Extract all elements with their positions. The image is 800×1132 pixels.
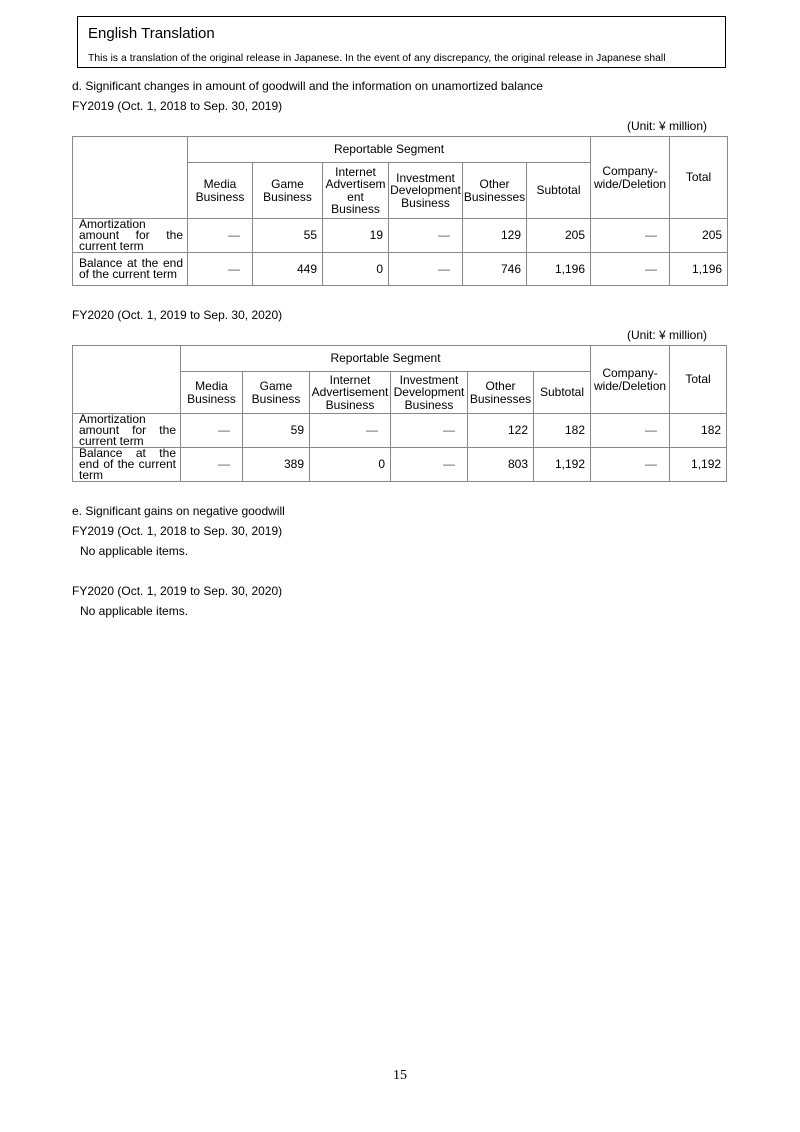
banner-note: This is a translation of the original release in Japanese. In the event of any discrepancy, the original release in Japanese shall — [88, 53, 666, 64]
page-number: 15 — [393, 1068, 407, 1083]
cell-total: 1,196 — [670, 253, 728, 286]
header-subtotal: Subtotal — [534, 372, 591, 414]
cell-internet: 19 — [323, 219, 389, 253]
cell-company: — — [591, 219, 670, 253]
cell-company: — — [591, 253, 670, 286]
cell-company: — — [591, 414, 670, 448]
cell-media: — — [181, 448, 243, 482]
cell-other: 746 — [463, 253, 527, 286]
fy2020-unit: (Unit: ¥ million) — [627, 328, 708, 342]
cell-company: — — [591, 448, 670, 482]
row-label: Balance at the end of the current term — [73, 448, 181, 482]
header-company-wide: Company-wide/Deletion — [591, 137, 670, 219]
cell-investment: — — [391, 414, 468, 448]
cell-investment: — — [391, 448, 468, 482]
banner-title: English Translation — [88, 25, 215, 42]
cell-internet: — — [310, 414, 391, 448]
cell-subtotal: 205 — [527, 219, 591, 253]
section-e-heading: e. Significant gains on negative goodwill — [72, 504, 285, 518]
cell-investment: — — [389, 219, 463, 253]
cell-total: 205 — [670, 219, 728, 253]
header-investment: Investment Development Business — [391, 372, 468, 414]
header-subtotal: Subtotal — [527, 163, 591, 219]
header-game: Game Business — [243, 372, 310, 414]
cell-investment: — — [389, 253, 463, 286]
row-label: Amortization amount for the current term — [73, 414, 181, 448]
cell-subtotal: 1,196 — [527, 253, 591, 286]
cell-subtotal: 1,192 — [534, 448, 591, 482]
table-row — [73, 414, 727, 448]
cell-game: 59 — [243, 414, 310, 448]
cell-media: — — [188, 219, 253, 253]
header-reportable-segment: Reportable Segment — [181, 346, 591, 372]
cell-total: 1,192 — [670, 448, 727, 482]
header-game: Game Business — [253, 163, 323, 219]
fy2019-period: FY2019 (Oct. 1, 2018 to Sep. 30, 2019) — [72, 99, 283, 113]
table-row — [73, 448, 727, 482]
section-e-fy2020-period: FY2020 (Oct. 1, 2019 to Sep. 30, 2020) — [72, 584, 283, 598]
cell-game: 449 — [253, 253, 323, 286]
fy2020-period: FY2020 (Oct. 1, 2019 to Sep. 30, 2020) — [72, 308, 283, 322]
row-label: Balance at the end of the current term — [73, 253, 188, 286]
header-total: Total — [670, 346, 727, 414]
cell-game: 389 — [243, 448, 310, 482]
corner-cell — [73, 346, 181, 414]
cell-internet: 0 — [310, 448, 391, 482]
header-other: Other Businesses — [463, 163, 527, 219]
cell-media: — — [181, 414, 243, 448]
fy2019-unit: (Unit: ¥ million) — [627, 119, 708, 133]
header-other: Other Businesses — [468, 372, 534, 414]
cell-internet: 0 — [323, 253, 389, 286]
cell-game: 55 — [253, 219, 323, 253]
cell-media: — — [188, 253, 253, 286]
section-e-fy2020-text: No applicable items. — [80, 604, 189, 618]
table-row — [73, 219, 728, 253]
goodwill-table-fy2019 — [72, 136, 728, 286]
header-total: Total — [670, 137, 728, 219]
row-label: Amortization amount for the current term — [73, 219, 188, 253]
corner-cell — [73, 137, 188, 219]
cell-total: 182 — [670, 414, 727, 448]
header-reportable-segment: Reportable Segment — [188, 137, 591, 163]
header-media: Media Business — [181, 372, 243, 414]
header-investment: Investment Development Business — [389, 163, 463, 219]
section-d-heading: d. Significant changes in amount of goodwill and the information on unamortized balance — [72, 79, 543, 93]
header-internet: Internet Advertisem ent Business — [323, 163, 389, 219]
cell-subtotal: 182 — [534, 414, 591, 448]
header-internet: Internet Advertisement Business — [310, 372, 391, 414]
header-company-wide: Company-wide/Deletion — [591, 346, 670, 414]
table-row — [73, 253, 728, 286]
cell-other: 122 — [468, 414, 534, 448]
cell-other: 803 — [468, 448, 534, 482]
cell-other: 129 — [463, 219, 527, 253]
goodwill-table-fy2020 — [72, 345, 727, 482]
translation-banner — [77, 16, 726, 68]
section-e-fy2019-period: FY2019 (Oct. 1, 2018 to Sep. 30, 2019) — [72, 524, 283, 538]
section-e-fy2019-text: No applicable items. — [80, 544, 189, 558]
header-media: Media Business — [188, 163, 253, 219]
